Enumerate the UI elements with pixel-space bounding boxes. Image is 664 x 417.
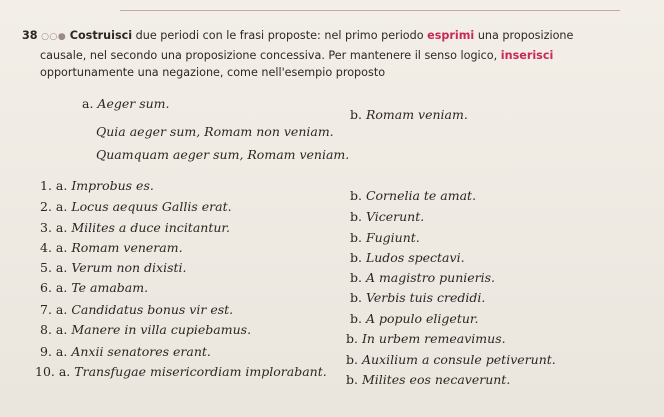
option-label-b: b.: [350, 188, 366, 203]
latin-sentence: Fugiunt.: [365, 230, 420, 245]
latin-sentence: In urbem remeavimus.: [361, 331, 506, 346]
item-4-b: [350, 250, 465, 265]
latin-sentence: Verbis tuis credidi.: [365, 290, 486, 305]
latin-sentence: Milites a duce incitantur.: [71, 220, 230, 235]
item-number: 5.: [40, 260, 56, 275]
item-number: 6.: [40, 280, 56, 295]
item-4-a: [40, 240, 183, 255]
option-label-a: a.: [55, 199, 72, 214]
item-9-b: [346, 352, 556, 367]
option-label-b: b.: [346, 372, 362, 387]
latin-sentence: A populo eligetur.: [365, 311, 479, 326]
option-label-a: a.: [58, 364, 75, 379]
item-10-a: [35, 364, 327, 379]
latin-sentence: Anxii senatores erant.: [71, 344, 211, 359]
item-1-a: [40, 178, 154, 193]
latin-sentence: Cornelia te amat.: [365, 188, 477, 203]
option-label-b: b.: [350, 230, 366, 245]
option-label-b: b.: [350, 290, 366, 305]
option-label-b: b.: [346, 352, 362, 367]
latin-sentence: Auxilium a consule petiverunt.: [361, 352, 556, 367]
latin-sentence: Improbus es.: [71, 178, 154, 193]
latin-sentence: Locus aequus Gallis erat.: [71, 199, 232, 214]
item-number: 2.: [40, 199, 56, 214]
option-label-a: a.: [55, 220, 72, 235]
option-label-a: a.: [55, 280, 72, 295]
item-number: 1.: [40, 178, 56, 193]
option-label-b: b.: [346, 331, 362, 346]
option-label-a: a.: [55, 344, 72, 359]
item-3-a: [40, 220, 230, 235]
item-number: 7.: [40, 302, 56, 317]
item-2-b: [350, 209, 424, 224]
latin-sentence: A magistro punieris.: [365, 270, 496, 285]
difficulty-dots: ○○●: [41, 32, 67, 42]
latin-sentence: Candidatus bonus vir est.: [71, 302, 234, 317]
latin-sentence: Vicerunt.: [365, 209, 425, 224]
latin-sentence: Manere in villa cupiebamus.: [71, 322, 252, 337]
item-2-a: [40, 199, 232, 214]
item-6-b: [350, 290, 485, 305]
instruction-line-2: causale, nel secondo una proposizione concessiva. Per mantenere il senso logico, inserisci: [40, 48, 554, 62]
item-number: 4.: [40, 240, 56, 255]
item-7-b: [350, 311, 478, 326]
item-6-a: [40, 280, 148, 295]
divider: [120, 10, 620, 11]
example-b: b. Romam veniam.: [350, 107, 468, 122]
item-number: 10.: [35, 364, 59, 379]
exercise-number: 38: [22, 29, 38, 42]
instruction-keyword: Costruisci: [69, 29, 133, 42]
option-label-b: b.: [350, 270, 366, 285]
item-9-a: [40, 344, 211, 359]
item-1-b: [350, 188, 476, 203]
latin-sentence: Te amabam.: [71, 280, 149, 295]
latin-sentence: Milites eos necaverunt.: [361, 372, 511, 387]
item-5-a: [40, 260, 187, 275]
item-10-b: [346, 372, 510, 387]
option-label-b: b.: [350, 311, 366, 326]
item-number: 9.: [40, 344, 56, 359]
example-a: a. Aeger sum.: [82, 96, 170, 111]
item-3-b: [350, 230, 420, 245]
item-7-a: [40, 302, 233, 317]
latin-sentence: Transfugae misericordiam implorabant.: [74, 364, 327, 379]
latin-sentence: Ludos spectavi.: [365, 250, 465, 265]
item-number: 3.: [40, 220, 56, 235]
option-label-a: a.: [55, 322, 72, 337]
item-number: 8.: [40, 322, 56, 337]
example-result-causal: Quia aeger sum, Romam non veniam.: [96, 124, 334, 139]
option-label-a: a.: [55, 260, 72, 275]
option-label-a: a.: [55, 240, 72, 255]
item-8-b: [346, 331, 506, 346]
latin-sentence: Verum non dixisti.: [71, 260, 187, 275]
item-8-a: [40, 322, 251, 337]
item-5-b: [350, 270, 495, 285]
option-label-b: b.: [350, 250, 366, 265]
example-result-concessive: Quamquam aeger sum, Romam veniam.: [96, 147, 350, 162]
option-label-a: a.: [55, 302, 72, 317]
instruction-line-1: 38 ○○● Costruisci due periodi con le frasi proposte: nel primo periodo esprimi una proposizione: [22, 29, 574, 42]
exercise-instructions: [22, 27, 642, 82]
option-label-b: b.: [350, 209, 366, 224]
instruction-line-3: opportunamente una negazione, come nell'esempio proposto: [40, 66, 386, 79]
latin-sentence: Romam veneram.: [71, 240, 183, 255]
option-label-a: a.: [55, 178, 72, 193]
